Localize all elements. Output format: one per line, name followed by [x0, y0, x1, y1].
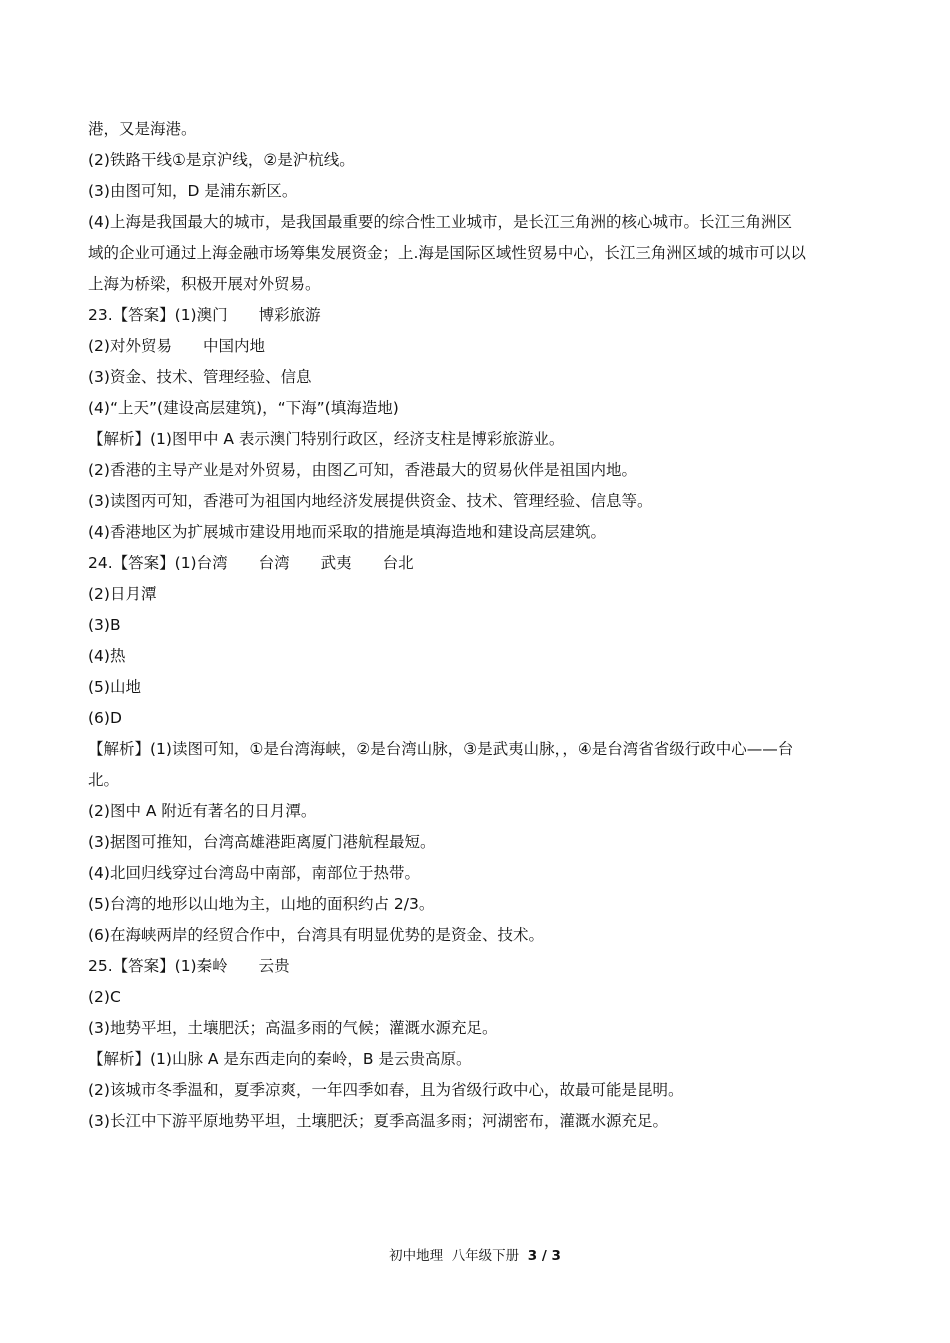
text-line: (4)北回归线穿过台湾岛中南部，南部位于热带。 [88, 864, 420, 882]
text-line: (4)上海是我国最大的城市，是我国最重要的综合性工业城市，是长江三角洲的核心城市。长江三角洲区 [88, 213, 792, 231]
analysis-heading: 【解析】(1)图甲中 A 表示澳门特别行政区，经济支柱是博彩旅游业。 [88, 430, 565, 448]
page-footer [0, 1244, 950, 1264]
text-line: (2)图中 A 附近有著名的日月潭。 [88, 802, 317, 820]
text-line: (6)D [88, 709, 122, 727]
text-line: 北。 [88, 771, 120, 789]
answer-heading-24: 24.【答案】(1)台湾 台湾 武夷 台北 [88, 554, 414, 572]
text-line: (3)长江中下游平原地势平坦，土壤肥沃；夏季高温多雨；河湖密布，灌溉水源充足。 [88, 1112, 668, 1130]
analysis-heading: 【解析】(1)山脉 A 是东西走向的秦岭，B 是云贵高原。 [88, 1050, 472, 1068]
text-line: 域的企业可通过上海金融市场筹集发展资金；上.海是国际区域性贸易中心，长江三角洲区域的城市可以以 [88, 244, 806, 262]
footer-page-number: 3 / 3 [527, 1248, 561, 1264]
answer-heading-25: 25.【答案】(1)秦岭 云贵 [88, 957, 290, 975]
text-line: (3)B [88, 616, 121, 634]
footer-grade: 八年级下册 [451, 1248, 520, 1264]
analysis-heading: 【解析】(1)读图可知，①是台湾海峡，②是台湾山脉，③是武夷山脉，，④是台湾省省级行政中心——台 [88, 740, 794, 758]
text-line: (4)热 [88, 647, 126, 665]
text-line: (6)在海峡两岸的经贸合作中，台湾具有明显优势的是资金、技术。 [88, 926, 544, 944]
text-line: (2)C [88, 988, 121, 1006]
text-line: 上海为桥梁，积极开展对外贸易。 [88, 275, 321, 293]
text-line: (3)读图丙可知，香港可为祖国内地经济发展提供资金、技术、管理经验、信息等。 [88, 492, 653, 510]
text-line: (3)由图可知，D 是浦东新区。 [88, 182, 298, 200]
text-line: (3)资金、技术、管理经验、信息 [88, 368, 312, 386]
text-line: (5)台湾的地形以山地为主，山地的面积约占 2/3。 [88, 895, 435, 913]
text-line: (2)香港的主导产业是对外贸易，由图乙可知，香港最大的贸易伙伴是祖国内地。 [88, 461, 637, 479]
text-line: (2)日月潭 [88, 585, 157, 603]
text-line: 港，又是海港。 [88, 120, 197, 138]
text-line: (2)对外贸易 中国内地 [88, 337, 265, 355]
text-line: (5)山地 [88, 678, 141, 696]
text-line: (2)该城市冬季温和，夏季凉爽，一年四季如春，且为省级行政中心，故最可能是昆明。 [88, 1081, 684, 1099]
text-line: (4)香港地区为扩展城市建设用地而采取的措施是填海造地和建设高层建筑。 [88, 523, 606, 541]
text-line: (3)地势平坦，土壤肥沃；高温多雨的气候；灌溉水源充足。 [88, 1019, 498, 1037]
text-line: (3)据图可推知，台湾高雄港距离厦门港航程最短。 [88, 833, 436, 851]
text-line: (2)铁路干线①是京沪线，②是沪杭线。 [88, 151, 355, 169]
footer-course: 初中地理 [389, 1248, 444, 1264]
answer-heading-23: 23.【答案】(1)澳门 博彩旅游 [88, 306, 321, 324]
text-line: (4)“上天”(建设高层建筑)，“下海”(填海造地) [88, 399, 399, 417]
document-body [88, 114, 868, 1137]
